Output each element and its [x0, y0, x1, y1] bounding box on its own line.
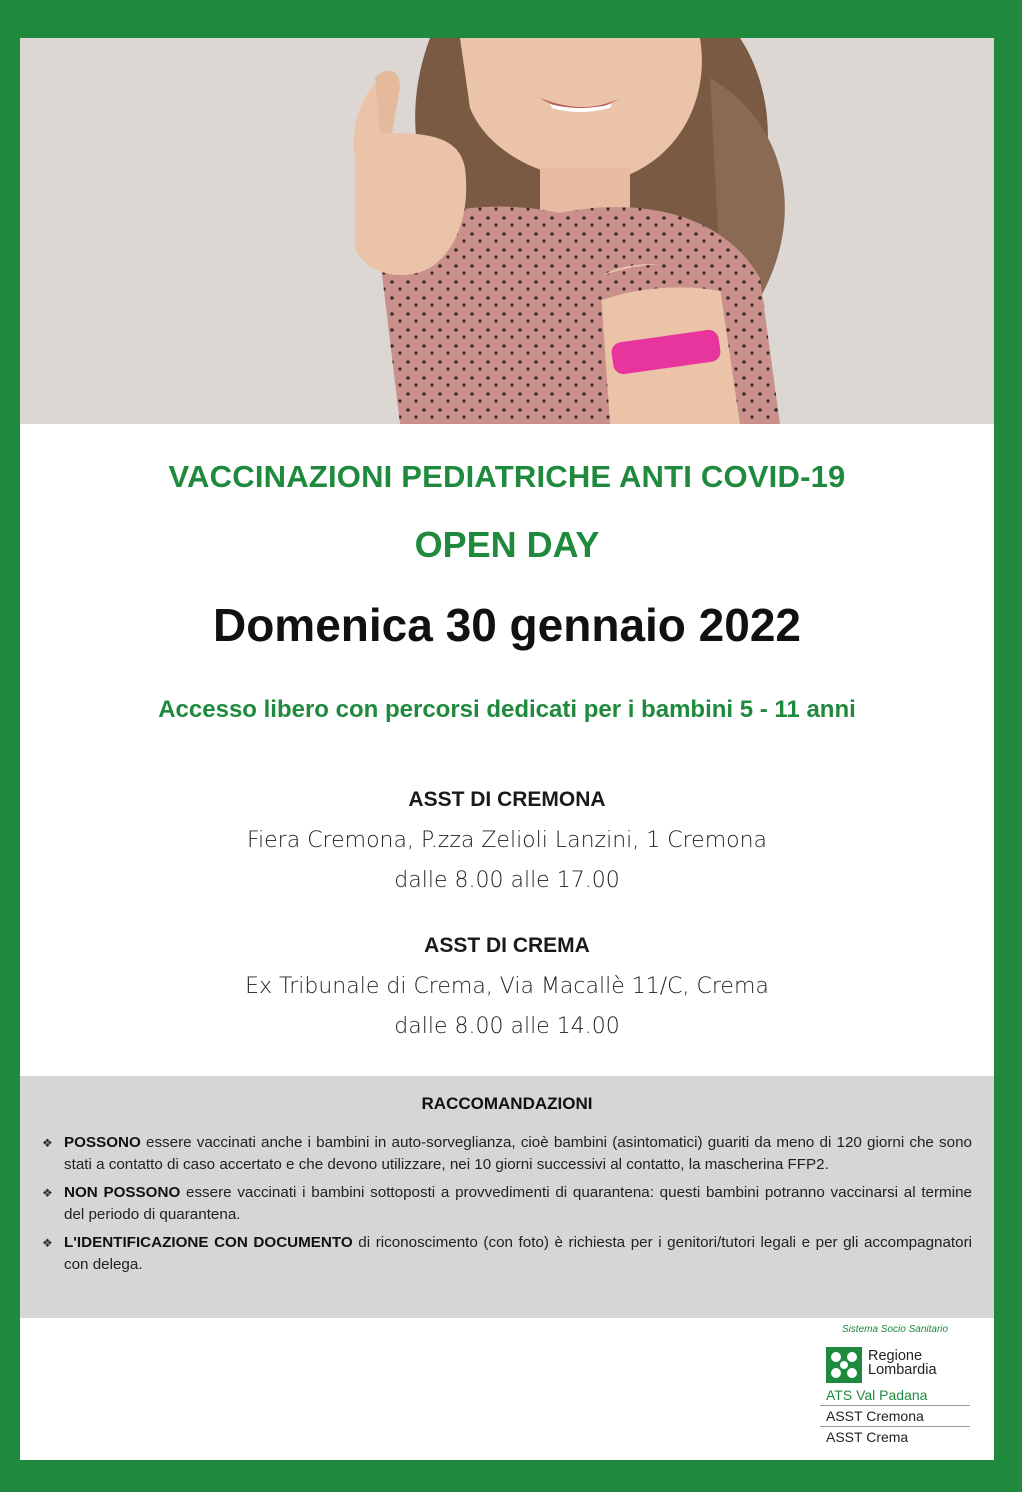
child-thumbs-up-photo: [20, 38, 994, 424]
site-name: ASST DI CREMONA: [408, 788, 606, 811]
diamond-bullet-icon: ❖: [42, 1136, 53, 1150]
site-cremona: [20, 788, 994, 908]
region-name-line1: Regione: [868, 1348, 923, 1364]
entity-ats: ATS Val Padana: [826, 1387, 928, 1403]
event-date: Domenica 30 gennaio 2022: [212, 599, 802, 651]
campaign-title: VACCINAZIONI PEDIATRICHE ANTI COVID-19: [168, 459, 846, 494]
site-hours: dalle 8.00 alle 14.00: [394, 1014, 620, 1039]
recommendation-text: essere vaccinati anche i bambini in auto-sorveglianza, cioè bambini (asintomatici) guariti da meno di 120 giorni che sono stati a contatto di caso accertato e che devono utilizzare, nei 10 giorni successivi al contatto, la mascherina FFP2.: [64, 1134, 972, 1173]
list-item: [42, 1182, 972, 1226]
entity-asst-crema: ASST Crema: [820, 1426, 970, 1447]
entity-asst-cremona: ASST Cremona: [820, 1405, 970, 1426]
access-note: Accesso libero con percorsi dedicati per i bambini 5 - 11 anni: [158, 696, 856, 723]
system-label: Sistema Socio Sanitario: [841, 1324, 949, 1335]
recommendations-list: [42, 1132, 972, 1282]
diamond-bullet-icon: ❖: [42, 1186, 53, 1200]
open-day-subtitle: OPEN DAY: [414, 524, 600, 565]
recommendation-text: di riconoscimento (con foto) è richiesta per i genitori/tutori legali e per gli accompagnatori con delega.: [64, 1234, 973, 1273]
list-item: [42, 1132, 972, 1176]
diamond-bullet-icon: ❖: [42, 1236, 53, 1250]
site-name: ASST DI CREMA: [424, 934, 590, 957]
hero-photo: [20, 38, 994, 424]
list-item: [42, 1232, 972, 1276]
rosa-camuna-icon: [826, 1347, 862, 1383]
regione-lombardia-logo: [820, 1324, 970, 1447]
recommendation-text: essere vaccinati i bambini sottoposti a provvedimenti di quarantena: questi bambini potranno vaccinarsi al termine del periodo di quarantena.: [64, 1184, 972, 1223]
region-name-line2: Lombardia: [868, 1362, 937, 1378]
recommendation-lead: L'IDENTIFICAZIONE CON DOCUMENTO: [64, 1234, 353, 1251]
recommendation-lead: NON POSSONO: [64, 1184, 181, 1201]
recommendations-panel: [20, 1076, 994, 1318]
recommendation-lead: POSSONO: [64, 1134, 141, 1151]
site-hours: dalle 8.00 alle 17.00: [394, 868, 620, 893]
site-address: Fiera Cremona, P.zza Zelioli Lanzini, 1 Cremona: [246, 828, 768, 853]
site-address: Ex Tribunale di Crema, Via Macallè 11/C, Crema: [245, 974, 769, 999]
poster: [20, 38, 994, 1460]
recommendations-title: RACCOMANDAZIONI: [421, 1094, 593, 1113]
site-crema: [20, 934, 994, 1054]
